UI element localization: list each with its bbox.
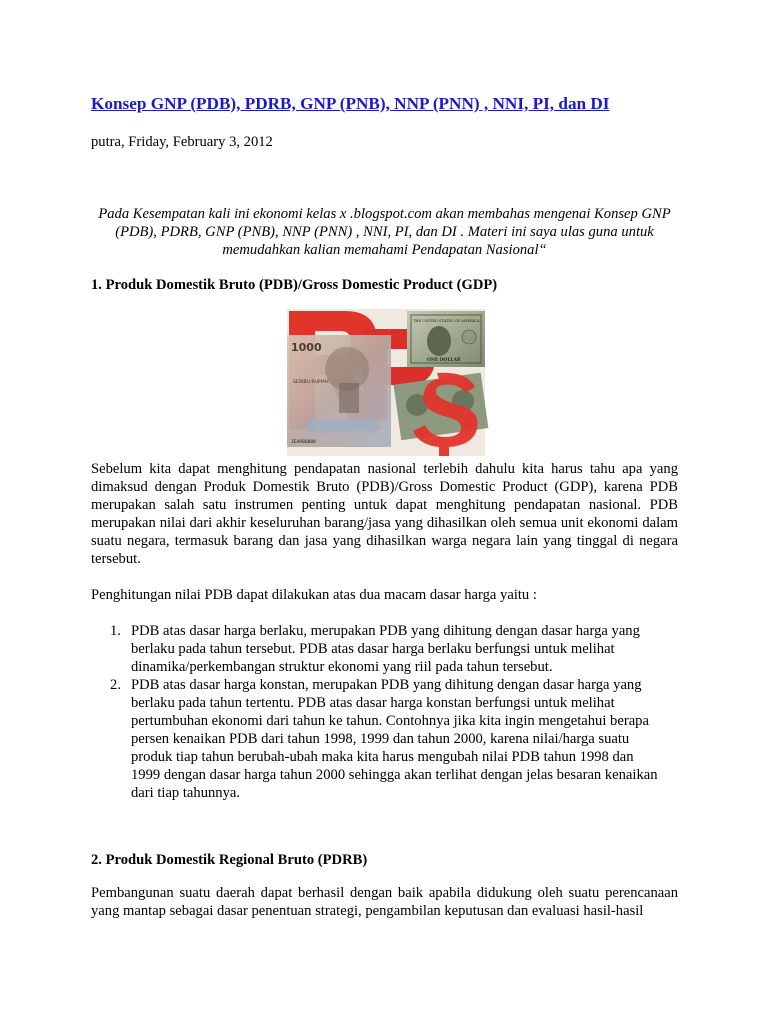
list-text: PDB atas dasar harga konstan, merupakan PDB yang dihitung dengan dasar harga yang berlaku pada tahun tertentu. PDB atas dasar harga konstan berfungsi untuk melihat pertumbuhan ekonomi dari tahun ke tahun. Contohnya jika kita ingin mengetahui berapa persen kenaikan PDB dari tahun 1998, 1999 dan tahun 2000, karena nilai/harga suatu produk tiap tahun berubah-ubah maka kita harus mengubah nilai PDB tahun 1998 dan 1999 dengan dasar harga tahun 2000 sehingga akan terlihat dengan jelas besaran kenaikan dari tiap tahunnya. [131,677,658,801]
article-intro: Pada Kesempatan kali ini ekonomi kelas x .blogspot.com akan membahas mengenai Konsep GNP (PDB), PDRB, GNP (PNB), NNP (PNN) , NNI, PI, dan DI . Materi ini saya ulas guna untuk memudahkan kalian memahami Pendapatan Nasional“ [98,206,671,258]
rupiah-serial: ZEA980000 [291,440,316,445]
money-collage-image [287,299,529,456]
list-item [91,676,691,802]
list-text: PDB atas dasar harga berlaku, merupakan PDB yang dihitung dengan dasar harga yang berlaku pada tahun tersebut. PDB atas dasar harga berlaku berfungsi untuk melihat dinamika/perkembangan struktur ekonomi yang riil pada tahun tersebut. [131,623,640,675]
list-item [91,622,691,676]
section2-heading: 2. Produk Domestik Regional Bruto (PDRB) [91,852,368,868]
section1-heading: 1. Produk Domestik Bruto (PDB)/Gross Domestic Product (GDP) [91,277,498,293]
section2-paragraph-1: Pembangunan suatu daerah dapat berhasil dengan baik apabila didukung oleh suatu perencanaan yang mantap sebagai dasar penentuan strategi, pengambilan keputusan dan evaluasi hasil-hasil [91,885,678,919]
section1-paragraph-1: Sebelum kita dapat menghitung pendapatan nasional terlebih dahulu kita harus tahu apa yang dimaksud dengan Produk Domestik Bruto (PDB)/Gross Domestic Product (GDP), karena PDB merupakan salah satu instrumen penting untuk dapat menghitung pendapatan nasional. PDB merupakan nilai dari akhir keseluruhan barang/jasa yang dihasilkan oleh semua unit ekonomi dalam suatu negara, termasuk barang dan jasa yang dihasilkan warga negara lain yang tinggal di negara tersebut. [91,461,678,567]
list-number: 1. [110,623,121,639]
article-byline: putra, Friday, February 3, 2012 [91,134,273,150]
article-title-link[interactable]: Konsep GNP (PDB), PDRB, GNP (PNB), NNP (PNN) , NNI, PI, dan DI [91,94,610,113]
dollar-label: ONE DOLLAR [427,358,461,363]
section1-paragraph-2: Penghitungan nilai PDB dapat dilakukan atas dua macam dasar harga yaitu : [91,587,537,603]
rupiah-value: 1000 [291,341,322,354]
dollar-header: THE UNITED STATES OF AMERICA [413,319,480,323]
money-collage-svg [287,299,529,456]
rupiah-label: SERIBU RUPIAH [293,380,329,385]
currency-symbol-text: Rp $ [527,299,529,300]
price-basis-list [91,622,691,802]
list-number: 2. [110,677,121,693]
